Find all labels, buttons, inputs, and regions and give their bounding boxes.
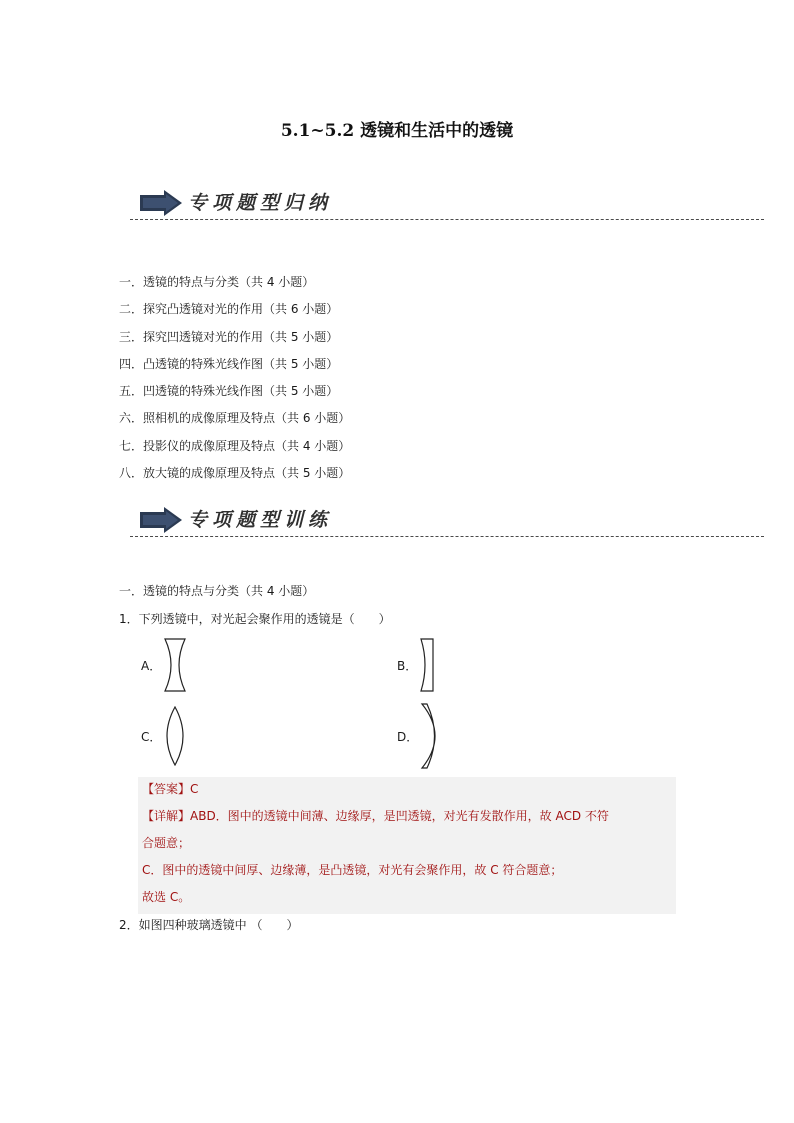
plano-concave-lens-icon [418, 638, 438, 692]
arrow-right-icon [140, 190, 182, 216]
topic-item: 三．探究凹透镜对光的作用（共 5 小题） [119, 329, 339, 344]
page-title: 5.1~5.2 透镜和生活中的透镜 [280, 121, 514, 141]
explanation-line: 【详解】ABD．图中的透镜中间薄、边缘厚，是凹透镜，对光有发散作用，故 ACD 不符 [142, 809, 609, 823]
topic-item: 七．投影仪的成像原理及特点（共 4 小题） [119, 438, 351, 453]
explanation-line: 合题意； [142, 836, 191, 850]
section-header-label: 专项题型归纳 [188, 192, 333, 214]
option-a-label: A． [141, 659, 162, 673]
dashed-divider [130, 536, 764, 537]
topic-item: 八．放大镜的成像原理及特点（共 5 小题） [119, 466, 351, 481]
answer-line: 【答案】C [142, 782, 199, 796]
section-header-summary [130, 186, 764, 232]
part-heading: 一．透镜的特点与分类（共 4 小题） [119, 584, 315, 598]
arrow-right-icon [140, 507, 182, 533]
answer-explanation-box [138, 777, 676, 914]
topic-item: 二．探究凸透镜对光的作用（共 6 小题） [119, 302, 339, 317]
convex-lens-icon [162, 706, 188, 766]
section-header-training [130, 503, 764, 549]
concave-lens-icon [162, 638, 188, 692]
option-d-label: D． [397, 730, 419, 744]
section-header-label: 专项题型训练 [188, 509, 333, 531]
option-b-label: B． [397, 659, 418, 673]
dashed-divider [130, 219, 764, 220]
topic-item: 一．透镜的特点与分类（共 4 小题） [119, 275, 315, 289]
topic-item: 四．凸透镜的特殊光线作图（共 5 小题） [119, 356, 339, 371]
question-stem: 1．下列透镜中，对光起会聚作用的透镜是（ ） [119, 612, 391, 626]
meniscus-lens-icon [418, 703, 446, 769]
topic-item: 六．照相机的成像原理及特点（共 6 小题） [119, 411, 351, 426]
explanation-line: C．图中的透镜中间厚、边缘薄，是凸透镜，对光有会聚作用，故 C 符合题意； [142, 863, 563, 877]
explanation-line: 故选 C。 [142, 890, 191, 904]
question-stem: 2．如图四种玻璃透镜中 （ ） [119, 918, 299, 932]
topic-list [119, 272, 350, 490]
topic-item: 五．凹透镜的特殊光线作图（共 5 小题） [119, 384, 339, 399]
option-c-label: C． [141, 730, 162, 744]
